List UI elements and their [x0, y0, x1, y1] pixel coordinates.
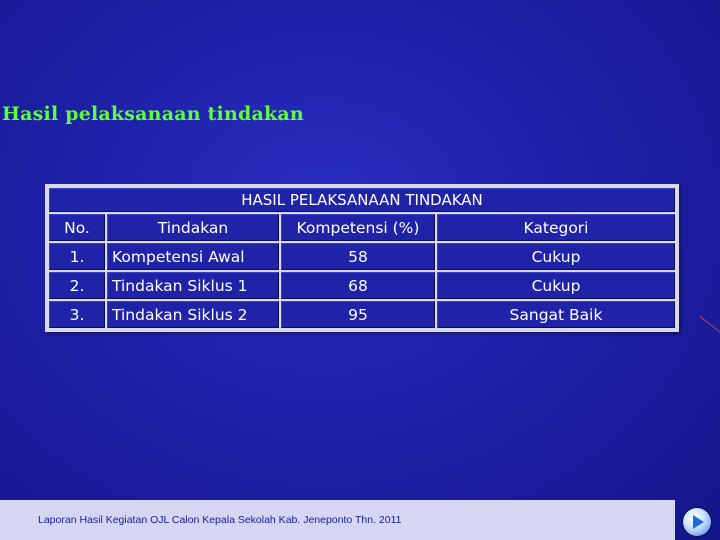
cell-tindakan: Kompetensi Awal — [107, 243, 279, 270]
header-no: No. — [49, 214, 105, 241]
cell-no: 3. — [49, 301, 105, 328]
header-kompetensi: Kompetensi (%) — [281, 214, 435, 241]
cell-tindakan: Tindakan Siklus 2 — [107, 301, 279, 328]
table-caption: HASIL PELAKSANAAN TINDAKAN — [49, 188, 675, 212]
table-row — [49, 243, 675, 270]
cell-kategori: Sangat Baik — [437, 301, 675, 328]
header-tindakan: Tindakan — [107, 214, 279, 241]
cell-kompetensi: 95 — [281, 301, 435, 328]
footer-text: Laporan Hasil Kegiatan OJL Calon Kepala Sekolah Kab. Jeneponto Thn. 2011 — [38, 514, 402, 526]
slide-title: Hasil pelaksanaan tindakan — [2, 103, 304, 125]
cell-no: 2. — [49, 272, 105, 299]
decorative-line — [700, 316, 720, 333]
cell-no: 1. — [49, 243, 105, 270]
table-row — [49, 272, 675, 299]
cell-kompetensi: 68 — [281, 272, 435, 299]
cell-kategori: Cukup — [437, 272, 675, 299]
play-next-icon[interactable] — [683, 508, 711, 536]
header-kategori: Kategori — [437, 214, 675, 241]
cell-kategori: Cukup — [437, 243, 675, 270]
cell-tindakan: Tindakan Siklus 1 — [107, 272, 279, 299]
cell-kompetensi: 58 — [281, 243, 435, 270]
table-header-row — [49, 214, 675, 241]
results-table — [45, 184, 679, 332]
table-row — [49, 301, 675, 328]
